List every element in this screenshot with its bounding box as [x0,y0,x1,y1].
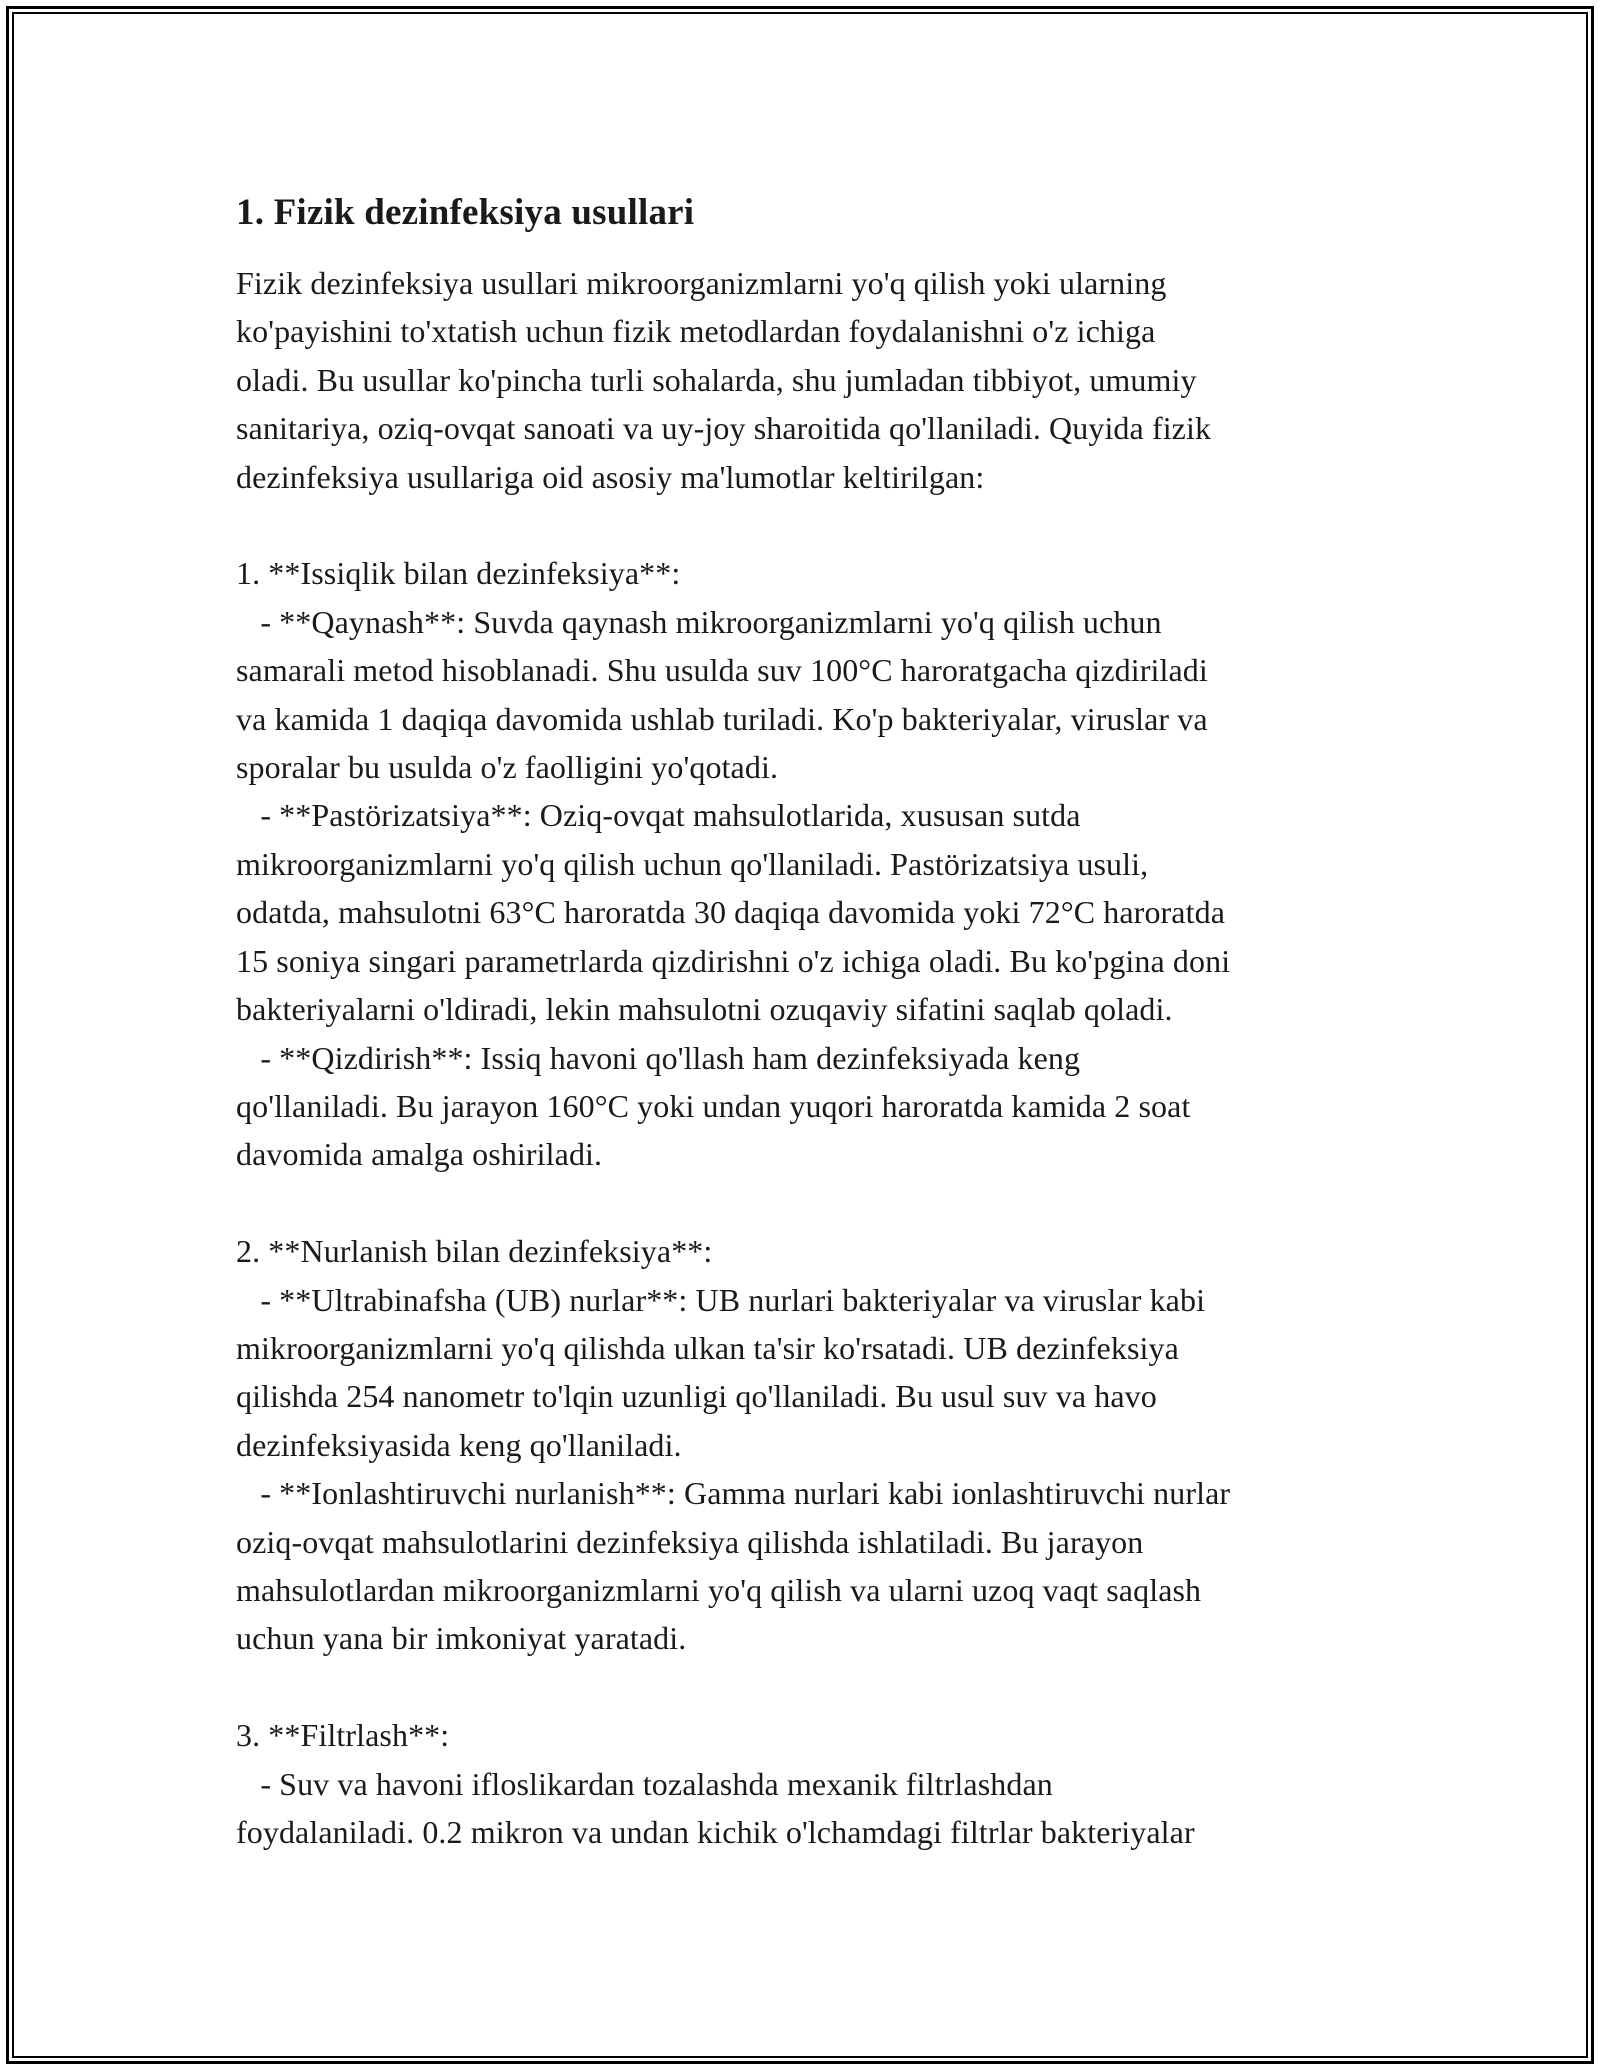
document-heading: 1. Fizik dezinfeksiya usullari [236,192,695,233]
document-body-text: Fizik dezinfeksiya usullari mikroorganizmlarni yo'q qilish yoki ularning ko'payishini to'xtatish uchun fizik metodlardan foydalanishni o'z ichiga oladi. Bu usullar ko'pincha turli sohalarda, shu jumladan tibbiyot, umumiy sanitariya, oziq-ovqat sanoati va uy-joy sharoitida qo'llaniladi. Quyida fizik dezinfeksiya usullariga oid asosiy ma'lumotlar keltirilgan: 1. **Issiqlik bilan dezinfeksiya**: - **Qaynash**: Suvda qaynash mikroorganizmlarni yo'q qilish uchun samarali metod hisoblanadi. Shu usulda suv 100°C haroratgacha qizdiriladi va kamida 1 daqiqa davomida ushlab turiladi. Ko'p bakteriyalar, viruslar va sporalar bu usulda o'z faolligini yo'qotadi. - **Pastörizatsiya**: Oziq-ovqat mahsulotlarida, xususan sutda mikroorganizmlarni yo'q qilish uchun qo'llaniladi. Pastörizatsiya usuli, odatda, mahsulotni 63°C haroratda 30 daqiqa davomida yoki 72°C haroratda 15 soniya singari parametrlarda qizdirishni o'z ichiga oladi. Bu ko'pgina doni bakteriyalarni o'ldiradi, lekin mahsulotni ozuqaviy sifatini saqlab qoladi. - **Qizdirish**: Issiq havoni qo'llash ham dezinfeksiyada keng qo'llaniladi. Bu jarayon 160°C yoki undan yuqori haroratda kamida 2 soat davomida amalga oshiriladi. 2. **Nurlanish bilan dezinfeksiya**: - **Ultrabinafsha (UB) nurlar**: UB nurlari bakteriyalar va viruslar kabi mikroorganizmlarni yo'q qilishda ulkan ta'sir ko'rsatadi. UB dezinfeksiya qilishda 254 nanometr to'lqin uzunligi qo'llaniladi. Bu usul suv va havo dezinfeksiyasida keng qo'llaniladi. - **Ionlashtiruvchi nurlanish**: Gamma nurlari kabi ionlashtiruvchi nurlar oziq-ovqat mahsulotlarini dezinfeksiya qilishda ishlatiladi. Bu jarayon mahsulotlardan mikroorganizmlarni yo'q qilish va ularni uzoq vaqt saqlash uchun yana bir imkoniyat yaratadi. 3. **Filtrlash**: - Suv va havoni ifloslikardan tozalashda mexanik filtrlashdan foydalaniladi. 0.2 mikron va undan kichik o'lchamdagi filtrlar bakteriyalar [236,265,1231,1850]
document-content [236,185,1386,1856]
